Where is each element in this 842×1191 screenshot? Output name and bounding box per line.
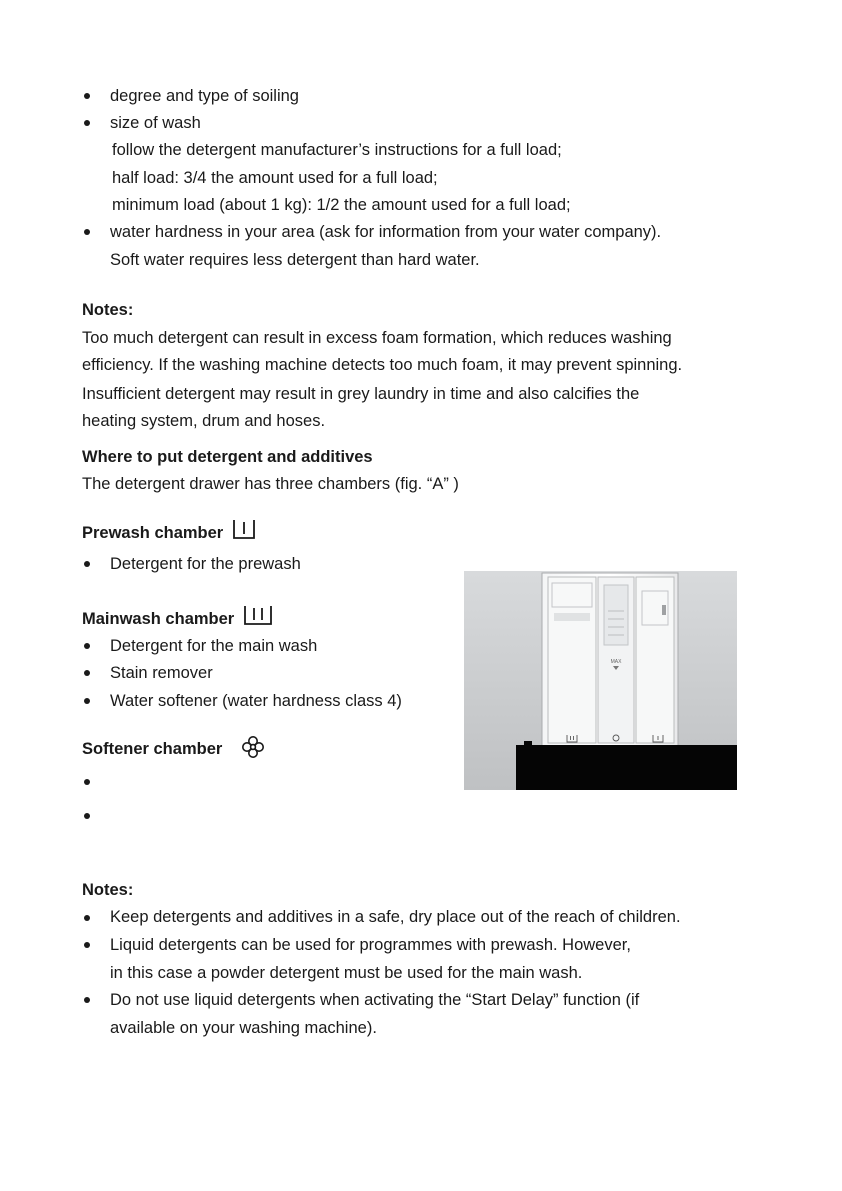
list-item-hardness-cont: Soft water requires less detergent than hard water. [110, 251, 480, 269]
prewash-item: Detergent for the prewash [110, 555, 301, 573]
list-item-hardness: water hardness in your area (ask for information from your water company). [110, 223, 662, 241]
notes2-item-cont: available on your washing machine). [110, 1019, 377, 1037]
softener-title: Softener chamber [82, 740, 223, 758]
notes-line: efficiency. If the washing machine detects too much foam, it may prevent spinning. [82, 356, 683, 374]
mainwash-item: Stain remover [110, 664, 213, 682]
max-label: MAX [610, 659, 622, 665]
bullet [84, 643, 90, 649]
notes2-item: Liquid detergents can be used for programmes with prewash. However, [110, 936, 631, 954]
mainwash-item: Detergent for the main wash [110, 637, 318, 655]
bullet [84, 120, 90, 126]
detergent-drawer-figure [464, 571, 737, 790]
notes2-item-cont: in this case a powder detergent must be used for the main wash. [110, 964, 583, 982]
notes2-item: Keep detergents and additives in a safe, dry place out of the reach of children. [110, 908, 681, 926]
bullet [84, 698, 90, 704]
notes-line: Too much detergent can result in excess foam formation, which reduces washing [82, 329, 672, 347]
sub-item-full-load: follow the detergent manufacturer’s instructions for a full load; [112, 141, 562, 159]
bullet [84, 942, 90, 948]
prewash-title: Prewash chamber [82, 524, 224, 542]
list-item-size: size of wash [110, 114, 201, 132]
bullet [84, 93, 90, 99]
notes-title: Notes: [82, 301, 134, 319]
notes-line: Insufficient detergent may result in grey laundry in time and also calcifies the [82, 385, 640, 403]
prewash-icon [232, 518, 256, 545]
bullet [84, 779, 90, 785]
bullet [84, 915, 90, 921]
prewash-heading [82, 518, 256, 545]
mainwash-item: Water softener (water hardness class 4) [110, 692, 402, 710]
bullet [84, 813, 90, 819]
mainwash-heading [82, 604, 273, 631]
section-title-where: Where to put detergent and additives [82, 448, 373, 466]
mainwash-icon [243, 604, 273, 631]
notes2-item: Do not use liquid detergents when activating the “Start Delay” function (if [110, 991, 640, 1009]
mainwash-title: Mainwash chamber [82, 610, 235, 628]
sub-item-half-load: half load: 3/4 the amount used for a full load; [112, 169, 438, 187]
bullet [84, 229, 90, 235]
flower-icon [241, 735, 265, 764]
bullet [84, 997, 90, 1003]
notes-line: heating system, drum and hoses. [82, 412, 326, 430]
notes2-title: Notes: [82, 881, 134, 899]
bullet [84, 561, 90, 567]
bullet [84, 670, 90, 676]
where-text: The detergent drawer has three chambers (fig. “A” ) [82, 475, 459, 493]
sub-item-min-load: minimum load (about 1 kg): 1/2 the amount used for a full load; [112, 196, 571, 214]
list-item-soiling: degree and type of soiling [110, 87, 299, 105]
softener-heading [82, 735, 265, 764]
